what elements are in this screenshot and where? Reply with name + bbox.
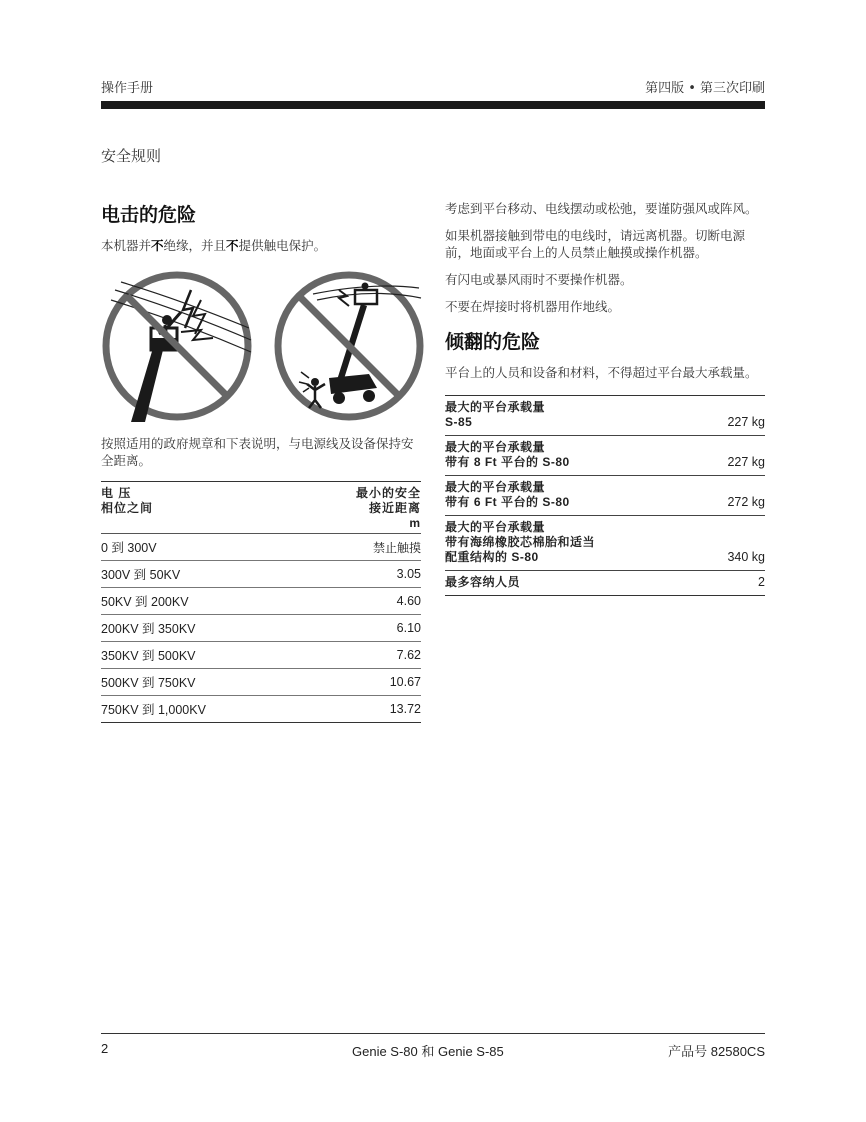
distance-cell: 13.72 — [299, 696, 421, 723]
distance-header-line1: 最小的安全 — [355, 486, 421, 500]
table-row — [101, 696, 421, 723]
load-label: 最大的平台承载量 带有海绵橡胶芯棉胎和适当 配重结构的 S-80 — [445, 520, 596, 564]
distance-cell: 6.10 — [299, 615, 421, 642]
distance-cell: 10.67 — [299, 669, 421, 696]
load-label: 最大的平台承载量 带有 8 Ft 平台的 S-80 — [445, 440, 570, 469]
lightning-warning: 有闪电或暴风雨时不要操作机器。 — [445, 272, 633, 287]
contact-warning: 如果机器接触到带电的电线时，请远离机器。切断电源前，地面或平台上的人员禁止触摸或操作机器。 — [445, 228, 746, 260]
distance-header — [299, 482, 421, 534]
table-row — [445, 436, 765, 476]
table-row — [101, 615, 421, 642]
load-value: 340 kg — [727, 550, 765, 564]
table-row — [101, 669, 421, 696]
table-row — [445, 476, 765, 516]
distance-cell: 3.05 — [299, 561, 421, 588]
no-approach-power-line-icon — [273, 270, 425, 422]
part-number: 产品号 82580CS — [668, 1044, 765, 1059]
intro-text-a: 本机器并 — [101, 238, 152, 253]
distance-header-unit: m — [409, 516, 421, 530]
load-label: 最大的平台承载量 带有 6 Ft 平台的 S-80 — [445, 480, 570, 509]
voltage-cell: 500KV 到 750KV — [101, 669, 299, 696]
voltage-header-line2: 相位之间 — [101, 501, 154, 515]
electrocution-illustrations — [101, 270, 421, 435]
clearance-instruction: 按照适用的政府规章和下表说明，与电源线及设备保持安全距离。 — [101, 436, 414, 468]
load-value: 272 kg — [727, 495, 765, 509]
voltage-header-line1: 电 压 — [101, 486, 132, 500]
header-edition: 第四版 • 第三次印刷 — [645, 81, 765, 96]
load-capacity-table — [445, 395, 765, 596]
occupancy-value: 2 — [758, 575, 765, 589]
load-value: 227 kg — [727, 455, 765, 469]
intro-text-c: 提供触电保护。 — [238, 238, 327, 253]
table-row — [101, 588, 421, 615]
table-row — [101, 642, 421, 669]
product-name: Genie S-80 和 Genie S-85 — [352, 1044, 504, 1059]
table-row — [445, 396, 765, 436]
welding-warning: 不要在焊接时将机器用作地线。 — [445, 299, 621, 314]
voltage-cell: 300V 到 50KV — [101, 561, 299, 588]
header-manual-title: 操作手册 — [101, 81, 154, 96]
left-column — [101, 200, 421, 723]
clearance-table — [101, 481, 421, 723]
wind-warning: 考虑到平台移动、电线摆动或松弛，要谨防强风或阵风。 — [445, 201, 758, 216]
electrocution-title: 电击的危险 — [101, 204, 197, 226]
voltage-header — [101, 482, 299, 534]
intro-emphasis-b: 不 — [226, 238, 239, 253]
header-rule — [101, 101, 765, 109]
distance-cell: 7.62 — [299, 642, 421, 669]
page-number: 2 — [101, 1041, 109, 1056]
voltage-cell: 750KV 到 1,000KV — [101, 696, 299, 723]
right-column — [445, 200, 765, 596]
load-label: 最大的平台承载量 S-85 — [445, 400, 546, 429]
tip-over-title: 倾翻的危险 — [445, 331, 541, 353]
intro-emphasis-a: 不 — [151, 238, 164, 253]
distance-cell: 禁止触摸 — [299, 534, 421, 561]
table-row — [101, 534, 421, 561]
table-row — [445, 516, 765, 571]
no-touch-power-line-icon — [101, 270, 253, 422]
distance-cell: 4.60 — [299, 588, 421, 615]
tip-over-intro: 平台上的人员和设备和材料，不得超过平台最大承载量。 — [445, 365, 758, 380]
voltage-cell: 200KV 到 350KV — [101, 615, 299, 642]
intro-text-b: 绝缘，并且 — [163, 238, 227, 253]
insulation-warning — [101, 237, 421, 254]
voltage-cell: 50KV 到 200KV — [101, 588, 299, 615]
load-value: 227 kg — [727, 415, 765, 429]
voltage-cell: 350KV 到 500KV — [101, 642, 299, 669]
table-row — [445, 571, 765, 596]
section-label: 安全规则 — [101, 147, 162, 165]
distance-header-line2: 接近距离 — [368, 501, 421, 515]
voltage-cell: 0 到 300V — [101, 534, 299, 561]
occupancy-label: 最多容纳人员 — [445, 575, 521, 589]
footer-rule — [101, 1033, 765, 1034]
table-row — [101, 561, 421, 588]
